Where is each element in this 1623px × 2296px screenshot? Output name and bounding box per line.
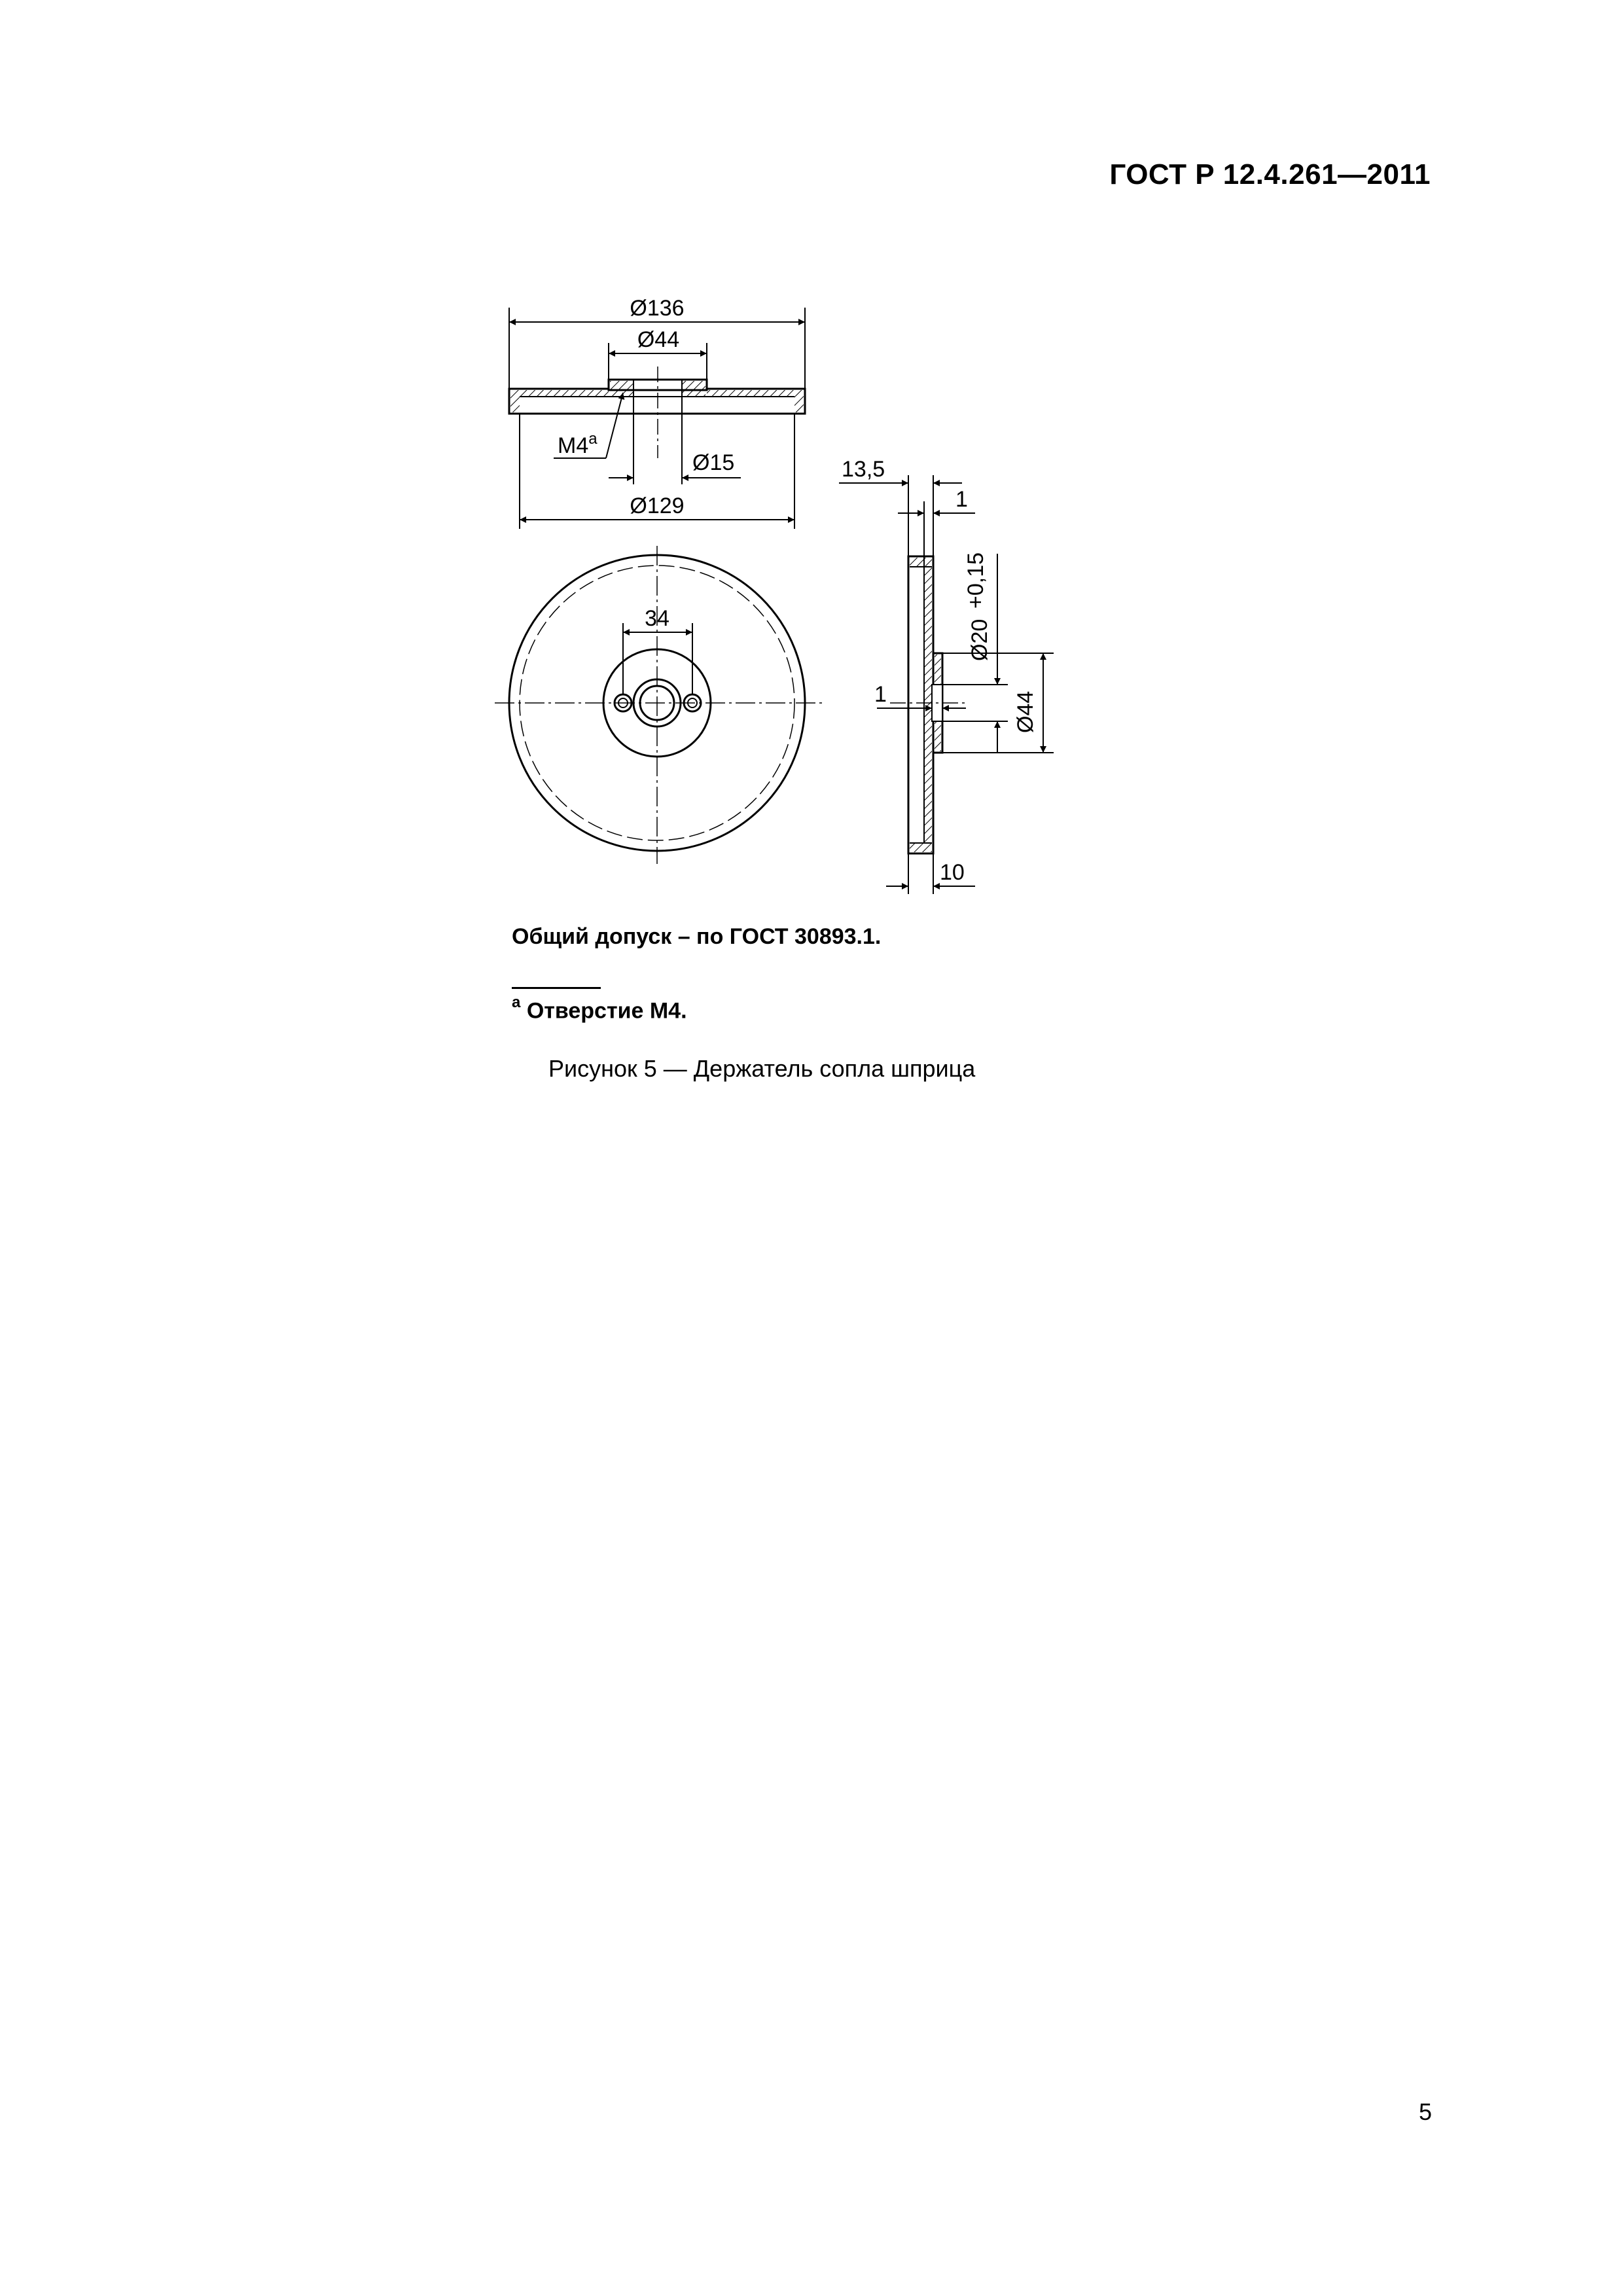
footnote <box>512 996 687 1024</box>
dim-t1-top: 1 <box>955 487 968 512</box>
dim-d136: Ø136 <box>630 296 685 321</box>
dim-t13-5: 13,5 <box>842 457 885 482</box>
hatch-right-wall <box>794 390 804 412</box>
dim-t10: 10 <box>940 860 965 885</box>
page-number: 5 <box>1418 2098 1432 2125</box>
hatch-top-right <box>707 390 794 397</box>
hatch-left-wall <box>510 390 520 412</box>
hatch-top-left <box>520 390 609 397</box>
footnote-text: Отверстие M4. <box>526 998 687 1024</box>
dim-d44-top: Ø44 <box>637 327 680 352</box>
side-section-view <box>839 457 1054 894</box>
figure-caption: Рисунок 5 — Держатель сопла шприца <box>548 1055 976 1082</box>
dim-d20: Ø20 <box>967 619 992 661</box>
dim-t1-side: 1 <box>874 682 887 707</box>
dim-m4: M4$^a$ <box>558 430 597 458</box>
dim-w34: 34 <box>645 606 669 631</box>
dim-tolerance: +0,15 <box>963 552 988 609</box>
dim-d15: Ø15 <box>692 450 735 475</box>
footnote-separator <box>512 987 601 989</box>
footnote-marker: a <box>512 994 521 1011</box>
front-view <box>495 546 822 864</box>
dim-d44-side: Ø44 <box>1013 691 1038 733</box>
document-header: ГОСТ Р 12.4.261—2011 <box>1109 158 1431 190</box>
hatch-hub-right <box>682 381 705 397</box>
top-section-view <box>509 296 805 529</box>
hatch-hub-left <box>610 381 633 397</box>
general-tolerance-note: Общий допуск – по ГОСТ 30893.1. <box>512 924 882 949</box>
m4-note-marker: a <box>588 430 597 448</box>
dim-d129: Ø129 <box>630 493 685 518</box>
